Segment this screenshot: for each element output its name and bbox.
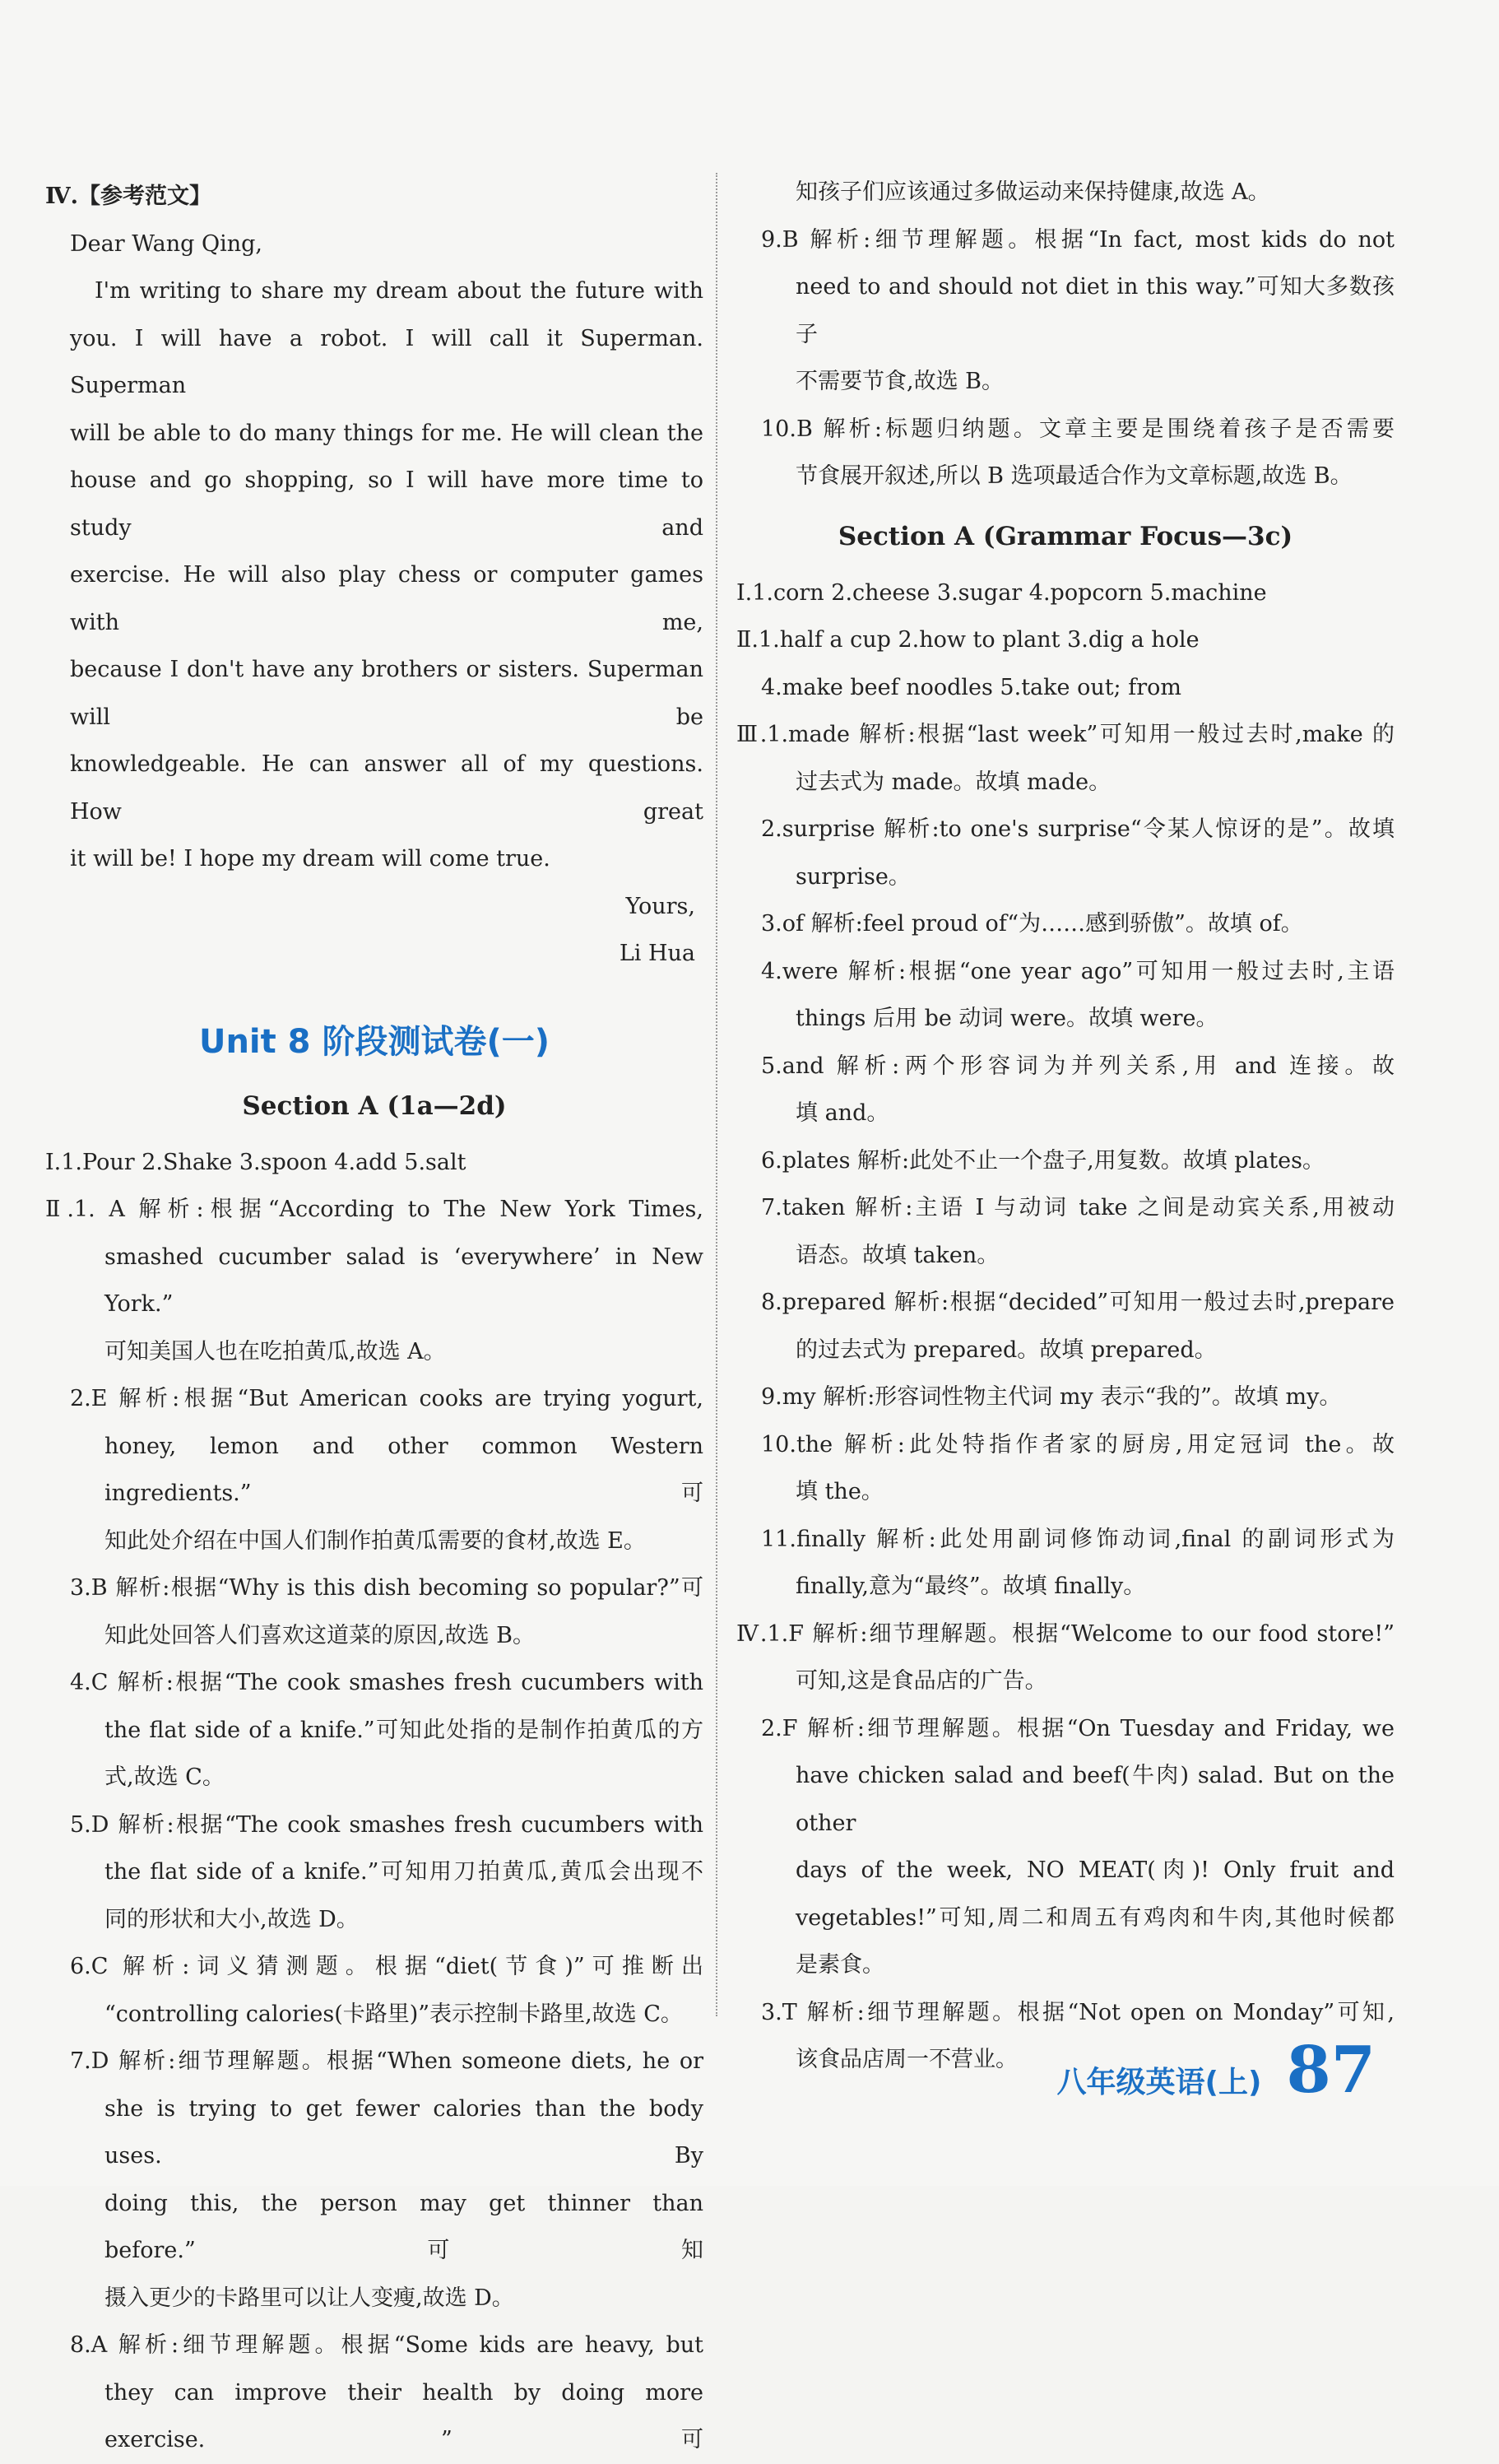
answer-line: 10.the 解析:此处特指作者家的厨房,用定冠词 the。故 <box>761 1431 1395 1457</box>
answer-line: 是素食。 <box>796 1952 884 1978</box>
unit-title: Unit 8 阶段测试卷(一) <box>198 1022 550 1061</box>
answer-line: 10.B 解析:标题归纳题。文章主要是围绕着孩子是否需要 <box>761 416 1395 442</box>
letter-line: it will be! I hope my dream will come true. <box>70 846 550 872</box>
answer-line: 节食展开叙述,所以 B 选项最适合作为文章标题,故选 B。 <box>796 463 1353 489</box>
left-column <box>45 173 703 2464</box>
answer-line: have chicken salad and beef(牛肉) salad. But on the other <box>796 1763 1395 1836</box>
answer-line: 5.and 解析:两个形容词为并列关系,用 and 连接。故 <box>761 1053 1395 1079</box>
answer-line: 的过去式为 prepared。故填 prepared。 <box>796 1337 1217 1363</box>
answer-line: she is trying to get fewer calories than the body uses. By <box>104 2095 703 2169</box>
answer-list-right <box>736 570 1395 2084</box>
answer-line: 2.E 解析:根据“But American cooks are trying yogurt, <box>70 1386 703 1411</box>
letter-line: you. I will have a robot. I will call it Superman. Superman <box>70 325 703 398</box>
answer-line: 4.were 解析:根据“one year ago”可知用一般过去时,主语 <box>761 958 1395 984</box>
right-column <box>736 169 1395 2084</box>
answer-list-left <box>45 1139 703 2464</box>
answer-line: surprise。 <box>796 863 911 890</box>
answer-line: 知此处介绍在中国人们制作拍黄瓜需要的食材,故选 E。 <box>104 1527 646 1554</box>
answer-line: honey, lemon and other common Western ingredients.”可 <box>104 1433 703 1506</box>
answer-line: days of the week, NO MEAT(肉)! Only fruit and <box>796 1857 1395 1883</box>
answer-line: Ⅳ.1.F 解析:细节理解题。根据“Welcome to our food store!” <box>736 1620 1395 1647</box>
letter-line: because I don't have any brothers or sisters. Superman will be <box>70 657 703 730</box>
answer-line: 3.B 解析:根据“Why is this dish becoming so popular?”可 <box>70 1575 703 1601</box>
letter-greeting: Dear Wang Qing, <box>70 230 262 257</box>
letter-line: house and go shopping, so I will have more time to study and <box>70 467 703 541</box>
answer-line: 4.C 解析:根据“The cook smashes fresh cucumbers with <box>70 1670 703 1695</box>
answer-line: the flat side of a knife.”可知用刀拍黄瓜,黄瓜会出现不 <box>104 1859 703 1885</box>
answer-line: 过去式为 made。故填 made。 <box>796 769 1111 795</box>
answer-line: 知此处回答人们喜欢这道菜的原因,故选 B。 <box>104 1622 536 1648</box>
answer-line: Ⅰ.1.Pour 2.Shake 3.spoon 4.add 5.salt <box>45 1149 466 1175</box>
answer-line: 9.my 解析:形容词性物主代词 my 表示“我的”。故填 my。 <box>761 1384 1342 1410</box>
answer-line: Ⅲ.1.made 解析:根据“last week”可知用一般过去时,make 的 <box>736 722 1395 747</box>
answer-line: 2.surprise 解析:to one's surprise“令某人惊讶的是”。故填 <box>761 816 1395 842</box>
answer-line: 可知,这是食品店的广告。 <box>796 1668 1047 1694</box>
answer-line: 6.C 解析:词义猜测题。根据“diet(节食)”可推断出 <box>70 1954 703 1979</box>
answer-line: 7.taken 解析:主语 I 与动词 take 之间是动宾关系,用被动 <box>761 1195 1395 1220</box>
section-title-right: Section A (Grammar Focus—3c) <box>838 521 1293 551</box>
answer-line: 语态。故填 taken。 <box>796 1242 1000 1268</box>
model-essay-heading: Ⅳ.【参考范文】 <box>45 184 212 209</box>
answer-line: 不需要节食,故选 B。 <box>796 369 1005 394</box>
answer-line: doing this, the person may get thinner than before.”可知 <box>104 2190 703 2263</box>
answer-line: 同的形状和大小,故选 D。 <box>104 1906 359 1932</box>
section-title-left: Section A (1a—2d) <box>242 1090 507 1121</box>
answer-line: 6.plates 解析:此处不止一个盘子,用复数。故填 plates。 <box>761 1147 1325 1174</box>
answer-line: Ⅱ.1. A 解析:根据“According to The New York Times, <box>45 1197 703 1222</box>
answer-line: 3.T 解析:细节理解题。根据“Not open on Monday”可知, <box>761 1999 1395 2025</box>
letter-line: exercise. He will also play chess or computer games with me, <box>70 562 703 635</box>
answer-line: 式,故选 C。 <box>104 1764 225 1790</box>
answer-line: “controlling calories(卡路里)”表示控制卡路里,故选 C。 <box>104 2001 683 2027</box>
page-footer <box>1057 2033 1376 2108</box>
answer-line: 填 the。 <box>796 1479 884 1504</box>
page-number: 87 <box>1286 2033 1376 2108</box>
answer-line: 填 and。 <box>796 1100 889 1126</box>
answer-line: 2.F 解析:细节理解题。根据“On Tuesday and Friday, we <box>761 1715 1395 1741</box>
answer-line: 5.D 解析:根据“The cook smashes fresh cucumbers with <box>70 1811 703 1838</box>
letter-line: knowledgeable. He can answer all of my questions. How great <box>70 751 703 825</box>
answer-line: 知孩子们应该通过多做运动来保持健康,故选 A。 <box>796 179 1270 205</box>
answer-line: finally,意为“最终”。故填 finally。 <box>796 1574 1146 1599</box>
answer-line: things 后用 be 动词 were。故填 were。 <box>796 1006 1218 1031</box>
answer-line: the flat side of a knife.”可知此处指的是制作拍黄瓜的方 <box>104 1717 703 1743</box>
letter-line: I'm writing to share my dream about the future with <box>95 278 703 304</box>
answer-line: 可知美国人也在吃拍黄瓜,故选 A。 <box>104 1338 446 1364</box>
answer-line: 4.make beef noodles 5.take out; from <box>761 674 1181 700</box>
answer-line: smashed cucumber salad is ‘everywhere’ in New York.” <box>104 1244 703 1317</box>
answer-line: 3.of 解析:feel proud of“为……感到骄傲”。故填 of。 <box>761 911 1303 937</box>
answer-line: they can improve their health by doing more exercise. ”可 <box>104 2379 703 2452</box>
answer-line: Ⅰ.1.corn 2.cheese 3.sugar 4.popcorn 5.machine <box>736 579 1267 606</box>
answer-line: 摄入更少的卡路里可以让人变瘦,故选 D。 <box>104 2285 514 2311</box>
answer-continuation <box>736 169 1395 500</box>
answer-line: vegetables!”可知,周二和周五有鸡肉和牛肉,其他时候都 <box>796 1904 1395 1931</box>
footer-book-label: 八年级英语(上) <box>1056 2066 1262 2099</box>
letter-signature: Li Hua <box>619 941 695 966</box>
answer-line: 7.D 解析:细节理解题。根据“When someone diets, he or <box>70 2048 703 2074</box>
answer-line: need to and should not diet in this way.”可知大多数孩子 <box>796 274 1395 347</box>
letter-line: will be able to do many things for me. He will clean the <box>70 420 703 446</box>
answer-line: 该食品店周一不营业。 <box>796 2047 1018 2072</box>
answer-line: 9.B 解析:细节理解题。根据“In fact, most kids do not <box>761 226 1395 253</box>
column-divider <box>716 173 717 2016</box>
answer-line: 8.A 解析:细节理解题。根据“Some kids are heavy, but <box>70 2332 703 2358</box>
letter-body <box>45 267 703 883</box>
answer-line: Ⅱ.1.half a cup 2.how to plant 3.dig a hole <box>736 627 1200 653</box>
answer-line: 8.prepared 解析:根据“decided”可知用一般过去时,prepare <box>761 1290 1395 1315</box>
letter-closing: Yours, <box>625 893 695 919</box>
answer-line: 11.finally 解析:此处用副词修饰动词,final 的副词形式为 <box>761 1526 1395 1552</box>
